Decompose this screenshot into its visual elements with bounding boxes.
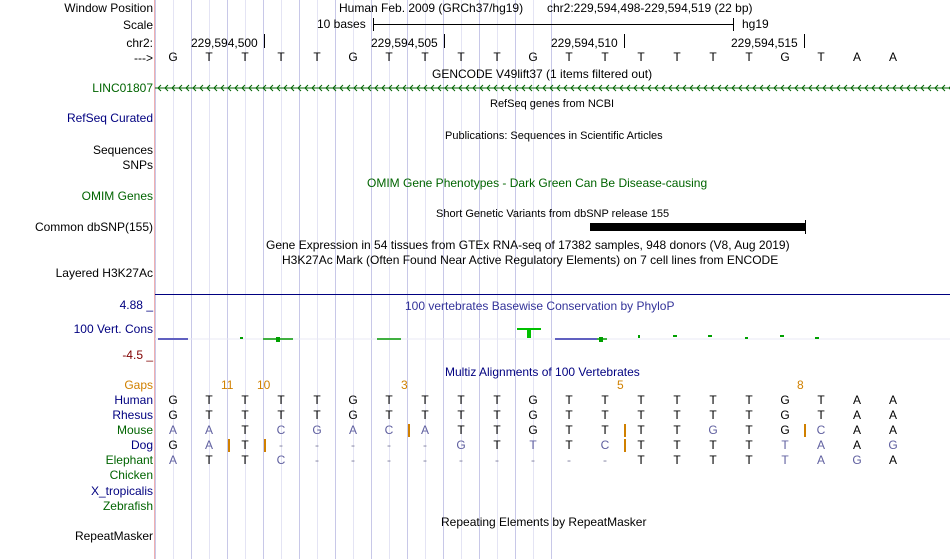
sequence-base: T — [385, 50, 393, 64]
alignment-rhesus-base: T — [313, 408, 321, 422]
alignment-dog-base: G — [888, 438, 898, 452]
alignment-human-base: T — [313, 393, 321, 407]
alignment-elephant-base: - — [603, 453, 607, 467]
coord-tick-0 — [264, 34, 265, 48]
alignment-mouse-base: T — [241, 423, 249, 437]
chr-label: chr2: — [126, 36, 153, 50]
alignment-mouse-base: A — [348, 423, 357, 437]
alignment-rhesus-base: T — [601, 408, 609, 422]
refseq-curated-label[interactable]: RefSeq Curated — [66, 111, 153, 125]
alignment-elephant-base: T — [241, 453, 249, 467]
dbsnp-track-title[interactable]: Short Genetic Variants from dbSNP release 155 — [436, 208, 670, 220]
sequence-base: G — [348, 50, 358, 64]
alignment-rhesus-base: T — [637, 408, 645, 422]
alignment-dog-base: T — [493, 438, 501, 452]
alignment-mouse-base: G — [780, 423, 790, 437]
coord-tick-1 — [444, 34, 445, 48]
alignment-rhesus-base: T — [205, 408, 213, 422]
cons-min-label: -4.5 _ — [122, 348, 153, 362]
strand-arrow-label: ---> — [134, 51, 153, 65]
conservation-top-rule — [155, 294, 950, 295]
alignment-mouse-base: T — [601, 423, 609, 437]
alignment-human-base: T — [385, 393, 393, 407]
alignment-dog-base: G — [168, 438, 178, 452]
alignment-elephant-base: G — [852, 453, 862, 467]
alignment-human-base: G — [528, 393, 538, 407]
alignment-mouse-base: C — [816, 423, 826, 437]
scale-bar — [373, 24, 734, 25]
alignment-elephant-base: T — [709, 453, 717, 467]
assembly-text: Human Feb. 2009 (GRCh37/hg19) — [339, 1, 524, 15]
gap-count: 5 — [617, 378, 624, 392]
alignment-mouse-base: A — [168, 423, 177, 437]
dbsnp-variant-end-tick — [805, 220, 806, 234]
alignment-dog-base: - — [423, 438, 427, 452]
alignment-dog-base: - — [315, 438, 319, 452]
phylop-conservation-graph — [155, 322, 950, 352]
vert-cons-label[interactable]: 100 Vert. Cons — [73, 322, 153, 336]
alignment-elephant-base: - — [459, 453, 463, 467]
alignment-human-base: T — [421, 393, 429, 407]
alignment-human-base: T — [601, 393, 609, 407]
alignment-mouse-base: G — [528, 423, 538, 437]
alignment-human-base: G — [348, 393, 358, 407]
alignment-dog-base: T — [781, 438, 789, 452]
gtex-track-title[interactable]: Gene Expression in 54 tissues from GTEx RNA-seq of 17382 samples, 948 donors (V8, Aug 2019) — [266, 238, 790, 252]
sequence-base: T — [565, 50, 573, 64]
sequence-base: T — [313, 50, 321, 64]
alignment-mouse-base: A — [204, 423, 213, 437]
sequence-base: G — [168, 50, 178, 64]
alignment-elephant-base: - — [567, 453, 571, 467]
sequence-base: T — [277, 50, 285, 64]
alignment-human-base: G — [780, 393, 790, 407]
gap-count: 10 — [257, 378, 271, 392]
snps-label[interactable]: SNPs — [122, 158, 153, 172]
alignment-human-base: A — [888, 393, 897, 407]
alignment-human-base: T — [709, 393, 717, 407]
alignment-mouse-base: T — [673, 423, 681, 437]
alignment-human-base: T — [745, 393, 753, 407]
alignment-dog-base: - — [387, 438, 391, 452]
alignment-rhesus-base: T — [673, 408, 681, 422]
alignment-elephant-base: T — [205, 453, 213, 467]
sequence-base: T — [709, 50, 717, 64]
alignment-human-base: G — [168, 393, 178, 407]
insertion-marker — [804, 424, 806, 437]
alignment-human-base: T — [637, 393, 645, 407]
sequence-base: G — [780, 50, 790, 64]
alignment-mouse-base: A — [852, 423, 861, 437]
alignment-mouse-base: T — [457, 423, 465, 437]
coord-tick-2 — [624, 34, 625, 48]
species-dog-label[interactable]: Dog — [130, 438, 153, 452]
cons-max-label: 4.88 _ — [119, 298, 153, 312]
alignment-human-base: A — [852, 393, 861, 407]
scale-bases-text: 10 bases — [317, 17, 366, 31]
alignment-elephant-base: C — [276, 453, 286, 467]
alignment-mouse-base: T — [745, 423, 753, 437]
alignment-dog-base: T — [565, 438, 573, 452]
alignment-human-base: T — [277, 393, 285, 407]
coord-tick-3 — [804, 34, 805, 48]
alignment-rhesus-base: T — [277, 408, 285, 422]
alignment-elephant-base: A — [888, 453, 897, 467]
gap-count: 3 — [401, 378, 408, 392]
alignment-dog-base: - — [279, 438, 283, 452]
alignment-elephant-base: T — [745, 453, 753, 467]
sequence-base: G — [528, 50, 538, 64]
dbsnp-variant-bar[interactable] — [590, 223, 806, 231]
alignment-elephant-base: T — [673, 453, 681, 467]
alignment-dog-base: T — [637, 438, 645, 452]
linc01807-gene-arrows — [155, 81, 950, 95]
sequence-base: T — [745, 50, 753, 64]
scale-bar-right-end — [733, 18, 734, 31]
alignment-human-base: T — [817, 393, 825, 407]
linc01807-label[interactable]: LINC01807 — [92, 81, 153, 95]
omim-genes-label[interactable]: OMIM Genes — [81, 189, 153, 203]
species-mouse-label[interactable]: Mouse — [116, 423, 153, 437]
alignment-mouse-base: C — [384, 423, 394, 437]
insertion-marker — [408, 424, 410, 437]
sequence-base: T — [457, 50, 465, 64]
sequence-base: T — [241, 50, 249, 64]
omim-track-title[interactable]: OMIM Gene Phenotypes - Dark Green Can Be Disease-causing — [367, 176, 708, 190]
alignment-elephant-base: - — [423, 453, 427, 467]
alignment-mouse-base: T — [565, 423, 573, 437]
alignment-elephant-base: - — [315, 453, 319, 467]
alignment-mouse-base: A — [888, 423, 897, 437]
alignment-elephant-base: - — [531, 453, 535, 467]
alignment-rhesus-base: T — [385, 408, 393, 422]
alignment-elephant-base: A — [816, 453, 825, 467]
alignment-rhesus-base: G — [348, 408, 358, 422]
alignment-rhesus-base: T — [421, 408, 429, 422]
sequence-base: T — [493, 50, 501, 64]
multiz-track-title[interactable]: Multiz Alignments of 100 Vertebrates — [445, 365, 640, 379]
alignment-mouse-base: T — [493, 423, 501, 437]
alignment-rhesus-base: G — [168, 408, 178, 422]
alignment-dog-base: T — [241, 438, 249, 452]
alignment-elephant-base: A — [168, 453, 177, 467]
sequence-base: A — [852, 50, 861, 64]
sequence-base: T — [601, 50, 609, 64]
alignment-human-base: T — [205, 393, 213, 407]
alignment-mouse-base: A — [420, 423, 429, 437]
refseq-track-title[interactable]: RefSeq genes from NCBI — [490, 98, 615, 110]
alignment-rhesus-base: T — [817, 408, 825, 422]
alignment-rhesus-base: A — [888, 408, 897, 422]
alignment-dog-base: C — [600, 438, 610, 452]
alignment-mouse-base: G — [312, 423, 322, 437]
alignment-dog-base: T — [673, 438, 681, 452]
alignment-rhesus-base: T — [457, 408, 465, 422]
alignment-dog-base: G — [456, 438, 466, 452]
gencode-track-title[interactable]: GENCODE V49lift37 (1 items filtered out) — [432, 67, 653, 81]
scale-db-text: hg19 — [742, 17, 769, 31]
sequences-label[interactable]: Sequences — [92, 143, 153, 157]
species-rhesus-label[interactable]: Rhesus — [112, 408, 153, 422]
h3k27ac-track-title[interactable]: H3K27Ac Mark (Often Found Near Active Regulatory Elements) on 7 cell lines from ENCODE — [282, 253, 779, 267]
alignment-elephant-base: - — [387, 453, 391, 467]
alignment-human-base: T — [565, 393, 573, 407]
coord-2: 229,594,510 — [551, 36, 618, 50]
alignment-dog-base: A — [852, 438, 861, 452]
alignment-rhesus-base: T — [565, 408, 573, 422]
species-xtropicalis-label[interactable]: X_tropicalis — [90, 484, 153, 498]
gap-count: 11 — [221, 378, 234, 392]
linc01807-gene-line[interactable] — [155, 81, 950, 95]
species-human-label[interactable]: Human — [114, 393, 153, 407]
insertion-marker — [624, 439, 626, 452]
alignment-rhesus-base: T — [241, 408, 249, 422]
species-chicken-label[interactable]: Chicken — [109, 468, 153, 482]
sequence-base: T — [421, 50, 429, 64]
sequence-base: T — [637, 50, 645, 64]
gap-count: 8 — [797, 378, 804, 392]
coords-text: chr2:229,594,498-229,594,519 (22 bp) — [547, 1, 753, 15]
repeatmasker-label[interactable]: RepeatMasker — [74, 529, 153, 543]
publications-track-title[interactable]: Publications: Sequences in Scientific Articles — [445, 130, 663, 142]
sequence-base: T — [673, 50, 681, 64]
coord-0: 229,594,500 — [191, 36, 258, 50]
alignment-rhesus-base: T — [745, 408, 753, 422]
alignment-rhesus-base: T — [709, 408, 717, 422]
species-elephant-label[interactable]: Elephant — [105, 453, 153, 467]
alignment-rhesus-base: A — [852, 408, 861, 422]
alignment-dog-base: T — [529, 438, 537, 452]
alignment-dog-base: - — [351, 438, 355, 452]
alignment-mouse-base: G — [708, 423, 718, 437]
sequence-base: T — [205, 50, 213, 64]
alignment-elephant-base: - — [495, 453, 499, 467]
coord-1: 229,594,505 — [371, 36, 438, 50]
alignment-rhesus-base: T — [493, 408, 501, 422]
alignment-mouse-base: C — [276, 423, 286, 437]
sequence-base: T — [817, 50, 825, 64]
gaps-label: Gaps — [124, 378, 153, 392]
alignment-mouse-base: T — [637, 423, 645, 437]
alignment-elephant-base: - — [351, 453, 355, 467]
alignment-human-base: T — [241, 393, 249, 407]
sequence-base: A — [888, 50, 897, 64]
alignment-dog-base: A — [816, 438, 825, 452]
alignment-human-base: T — [673, 393, 681, 407]
scale-label: Scale — [122, 18, 153, 32]
alignment-dog-base: T — [709, 438, 717, 452]
alignment-dog-base: A — [204, 438, 213, 452]
insertion-marker — [624, 424, 626, 437]
alignment-rhesus-base: G — [528, 408, 538, 422]
alignment-human-base: T — [457, 393, 465, 407]
scale-bar-left-end — [373, 18, 374, 31]
insertion-marker — [264, 439, 266, 452]
window-position-label: Window Position — [64, 1, 153, 15]
common-dbsnp-label[interactable]: Common dbSNP(155) — [34, 220, 153, 234]
alignment-elephant-base: T — [781, 453, 789, 467]
alignment-rhesus-base: G — [780, 408, 790, 422]
alignment-dog-base: T — [745, 438, 753, 452]
alignment-human-base: T — [493, 393, 501, 407]
coord-3: 229,594,515 — [731, 36, 798, 50]
repeatmasker-track-title[interactable]: Repeating Elements by RepeatMasker — [441, 515, 647, 529]
insertion-marker — [228, 439, 230, 452]
alignment-elephant-base: T — [637, 453, 645, 467]
species-zebrafish-label[interactable]: Zebrafish — [102, 499, 153, 513]
phylop-track-title[interactable]: 100 vertebrates Basewise Conservation by PhyloP — [405, 299, 675, 313]
layered-h3k27ac-label[interactable]: Layered H3K27Ac — [55, 266, 153, 280]
